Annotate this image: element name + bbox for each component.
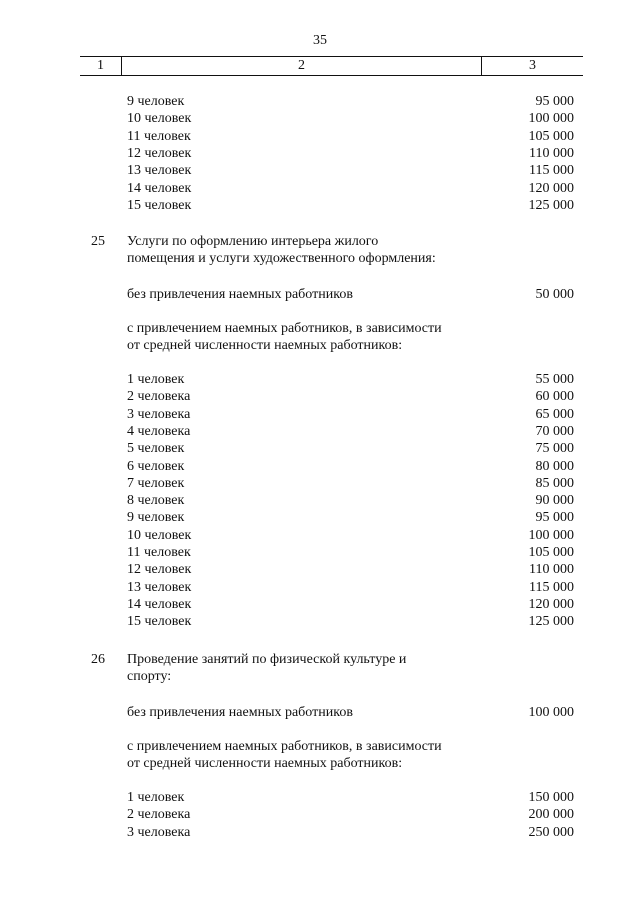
row-value: 95 000 — [535, 510, 574, 526]
row-value: 110 000 — [529, 145, 574, 161]
header-col-3: 3 — [529, 58, 536, 73]
row-value: 125 000 — [528, 614, 574, 630]
with-workers-line: от средней численности наемных работников: — [127, 756, 403, 772]
row-label: 11 человек — [127, 128, 191, 144]
with-workers-line: от средней численности наемных работников: — [127, 338, 403, 354]
table-header — [80, 56, 583, 76]
row-value: 90 000 — [535, 493, 574, 509]
no-workers-label: без привлечения наемных работников — [127, 705, 353, 720]
row-label: 8 человек — [127, 493, 185, 509]
row-label: 7 человек — [127, 475, 185, 491]
row-label: 13 человек — [127, 163, 192, 179]
row-label: 10 человек — [127, 527, 192, 543]
row-value: 85 000 — [535, 475, 574, 491]
row-label: 9 человек — [127, 510, 185, 526]
row-label: 3 человека — [127, 406, 191, 422]
row-label: 3 человека — [127, 824, 191, 840]
row-label: 2 человека — [127, 389, 191, 405]
row-label: 4 человека — [127, 423, 191, 439]
row-label: 15 человек — [127, 614, 192, 630]
no-workers-label: без привлечения наемных работников — [127, 287, 353, 302]
no-workers-value: 50 000 — [535, 287, 574, 302]
section-number: 26 — [91, 652, 105, 667]
row-value: 125 000 — [528, 197, 574, 213]
page-number: 35 — [313, 33, 327, 48]
row-value: 55 000 — [535, 372, 574, 387]
row-label: 1 человек — [127, 372, 185, 387]
row-label: 11 человек — [127, 545, 191, 560]
row-label: 12 человек — [127, 145, 192, 161]
row-label: 14 человек — [127, 596, 192, 612]
row-label: 9 человек — [127, 94, 185, 109]
with-workers-line: с привлечением наемных работников, в зависимости — [127, 739, 442, 754]
section-number: 25 — [91, 234, 105, 249]
row-value: 75 000 — [535, 441, 574, 457]
row-value: 105 000 — [528, 128, 574, 144]
row-label: 13 человек — [127, 579, 192, 595]
row-value: 150 000 — [528, 790, 574, 805]
row-value: 115 000 — [529, 579, 574, 595]
row-label: 5 человек — [127, 441, 185, 457]
row-label: 12 человек — [127, 562, 192, 578]
row-label: 1 человек — [127, 790, 185, 805]
row-label: 6 человек — [127, 458, 185, 474]
row-value: 120 000 — [528, 596, 574, 612]
row-value: 80 000 — [535, 458, 574, 474]
row-label: 2 человека — [127, 807, 191, 823]
section-title-line: спорту: — [127, 669, 172, 685]
row-value: 120 000 — [528, 180, 574, 196]
row-value: 200 000 — [528, 807, 574, 823]
header-col-2: 2 — [122, 57, 482, 75]
no-workers-value: 100 000 — [528, 705, 574, 720]
row-value: 100 000 — [528, 527, 574, 543]
with-workers-line: с привлечением наемных работников, в зависимости — [127, 321, 442, 336]
row-label: 10 человек — [127, 111, 192, 127]
row-value: 60 000 — [535, 389, 574, 405]
row-value: 70 000 — [535, 423, 574, 439]
row-value: 115 000 — [529, 163, 574, 179]
row-value: 95 000 — [535, 94, 574, 109]
row-label: 14 человек — [127, 180, 192, 196]
row-value: 105 000 — [528, 545, 574, 560]
row-value: 110 000 — [529, 562, 574, 578]
row-label: 15 человек — [127, 197, 192, 213]
section-title-line: помещения и услуги художественного оформления: — [127, 251, 436, 267]
row-value: 250 000 — [528, 824, 574, 840]
section-title-line: Услуги по оформлению интерьера жилого — [127, 234, 379, 249]
row-value: 65 000 — [535, 406, 574, 422]
section-title-line: Проведение занятий по физической культуре и — [127, 652, 407, 667]
header-col-1: 1 — [80, 57, 122, 75]
row-value: 100 000 — [528, 111, 574, 127]
